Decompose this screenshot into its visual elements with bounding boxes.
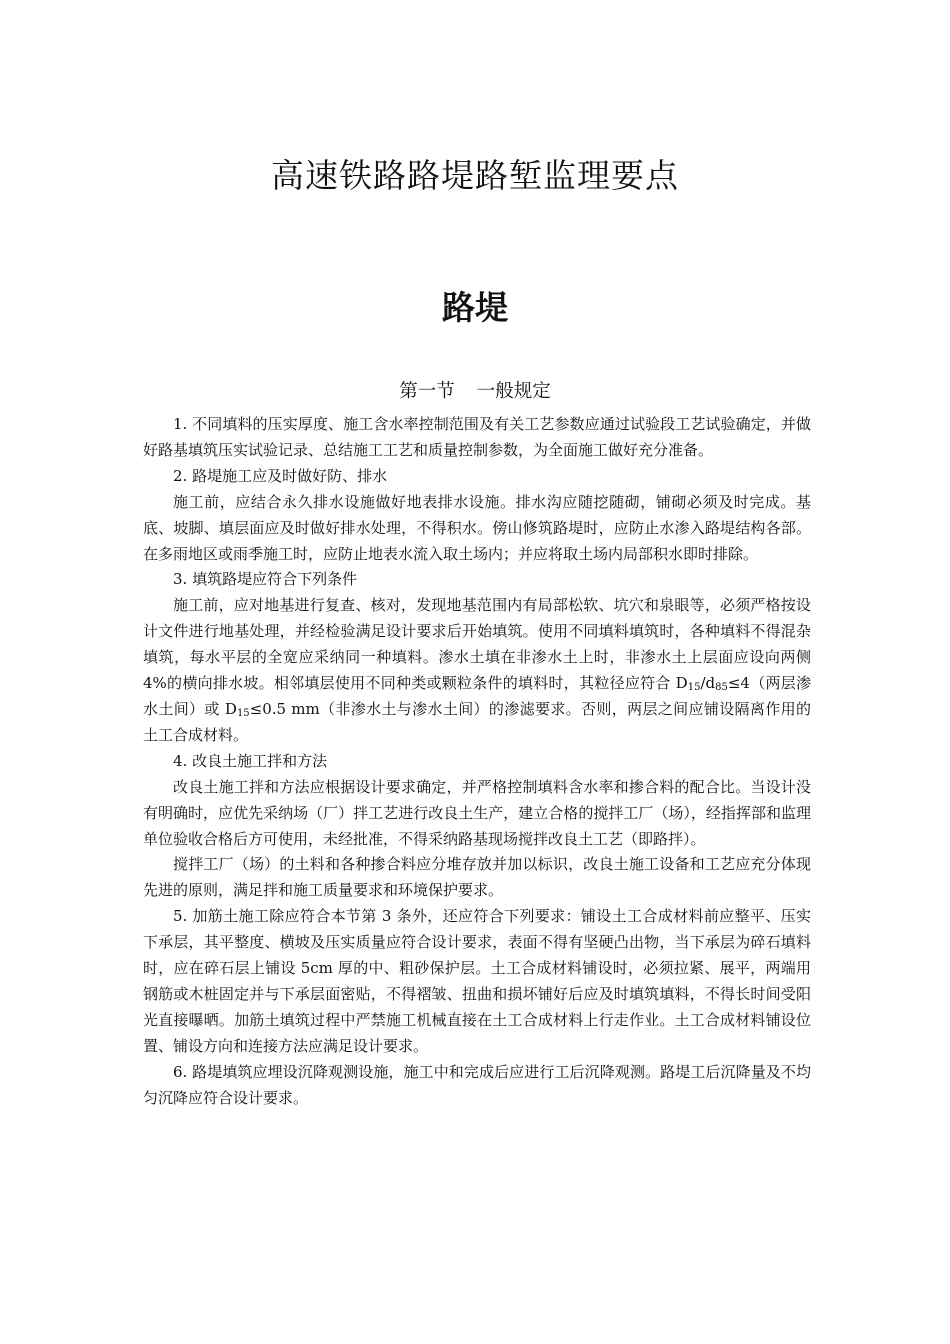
paragraph-5: 5. 加筋土施工除应符合本节第 3 条外，还应符合下列要求：铺设土工合成材料前应整平、压实下承层，其平整度、横坡及压实质量应符合设计要求，表面不得有坚硬凸出物，当下承层为碎石填料时，应在碎石层上铺设 5cm 厚的中、粗砂保护层。土工合成材料铺设时，必须拉紧、展平，两端用钢筋或木桩固定并与下承层面密贴，不得褶皱、扭曲和损坏铺好后应及时填筑填料，不得长时间受阳光直接曝晒。加筋土填筑过程中严禁施工机械直接在土工合成材料上行走作业。土工合成材料铺设位置、铺设方向和连接方法应满足设计要求。 [143,907,811,1055]
document-body [143,412,811,1111]
formula-tail: 的渗滤要求。否则，两层之间应铺设隔离作用的土工合成材料。 [143,699,811,744]
formula-d15-symbol: D [675,674,688,693]
document-title: 高速铁路路堤路堑监理要点 [271,156,679,195]
paragraph-1: 1. 不同填料的压实厚度、施工含水率控制范围及有关工艺参数应通过试验段工艺试验确定，并做好路基填筑压实试验记录、总结施工工艺和质量控制参数，为全面施工做好充分准备。 [143,415,811,459]
formula-ratio-limit: ≤4（两层渗水土间）或 [143,674,811,718]
paragraph-6: 6. 路堤填筑应埋设沉降观测设施，施工中和完成后应进行工后沉降观测。路堤工后沉降量及不均匀沉降应符合设计要求。 [143,1062,811,1107]
formula-d15-subscript: 15 [687,682,701,694]
section-name: 一般规定 [476,381,551,402]
paragraph-4-body-2: 搅拌工厂（场）的土料和各种掺合料应分堆存放并加以标识，改良土施工设备和工艺应充分体现先进的原则，满足拌和施工质量要求和环境保护要求。 [143,855,811,900]
part-title: 路堤 [442,288,508,327]
formula-slash-d: /d [700,674,716,693]
paragraph-3-heading: 3. 填筑路堤应符合下列条件 [173,570,358,589]
formula-d15b-symbol: D [224,699,237,718]
section-number: 第一节 [399,381,455,402]
formula-d15b-subscript: 15 [236,707,250,719]
paragraph-3-text: 施工前，应对地基进行复查、核对，发现地基范围内有局部松软、坑穴和泉眼等，必须严格按设计文件进行地基处理，并经检验满足设计要求后开始填筑。使用不同填料填筑时，各种填料不得混杂填筑，每水平层的全宽应采纳同一种填料。渗水土填在非渗水土上时，非渗水土上层面应设向两侧 4%的横向排水坡。相邻填层使用不同种类或颗粒条件的填料时，其粒径应符合 [143,596,811,693]
paragraph-3-body [143,593,811,748]
paragraph-2-heading: 2. 路堤施工应及时做好防、排水 [173,466,388,485]
paragraph-4-heading: 4. 改良土施工拌和方法 [173,751,328,770]
formula-d85-subscript: 85 [715,682,728,694]
formula-size-limit: ≤0.5 mm（非渗水土与渗水土间） [249,699,489,718]
paragraph-4-body: 改良土施工拌和方法应根据设计要求确定，并严格控制填料含水率和掺合料的配合比。当设计没有明确时，应优先采纳场（厂）拌工艺进行改良土生产，建立合格的搅拌工厂（场），经指挥部和监理单位验收合格后方可使用，未经批准，不得采纳路基现场搅拌改良土工艺（即路拌）。 [143,777,811,848]
section-title [0,377,950,403]
paragraph-2-body: 施工前，应结合永久排水设施做好地表排水设施。排水沟应随挖随砌，铺砌必须及时完成。基底、坡脚、填层面应及时做好排水处理，不得积水。傍山修筑路堤时，应防止水渗入路堤结构各部。在多雨地区或雨季施工时，应防止地表水流入取土场内；并应将取土场内局部积水即时排除。 [143,492,811,563]
